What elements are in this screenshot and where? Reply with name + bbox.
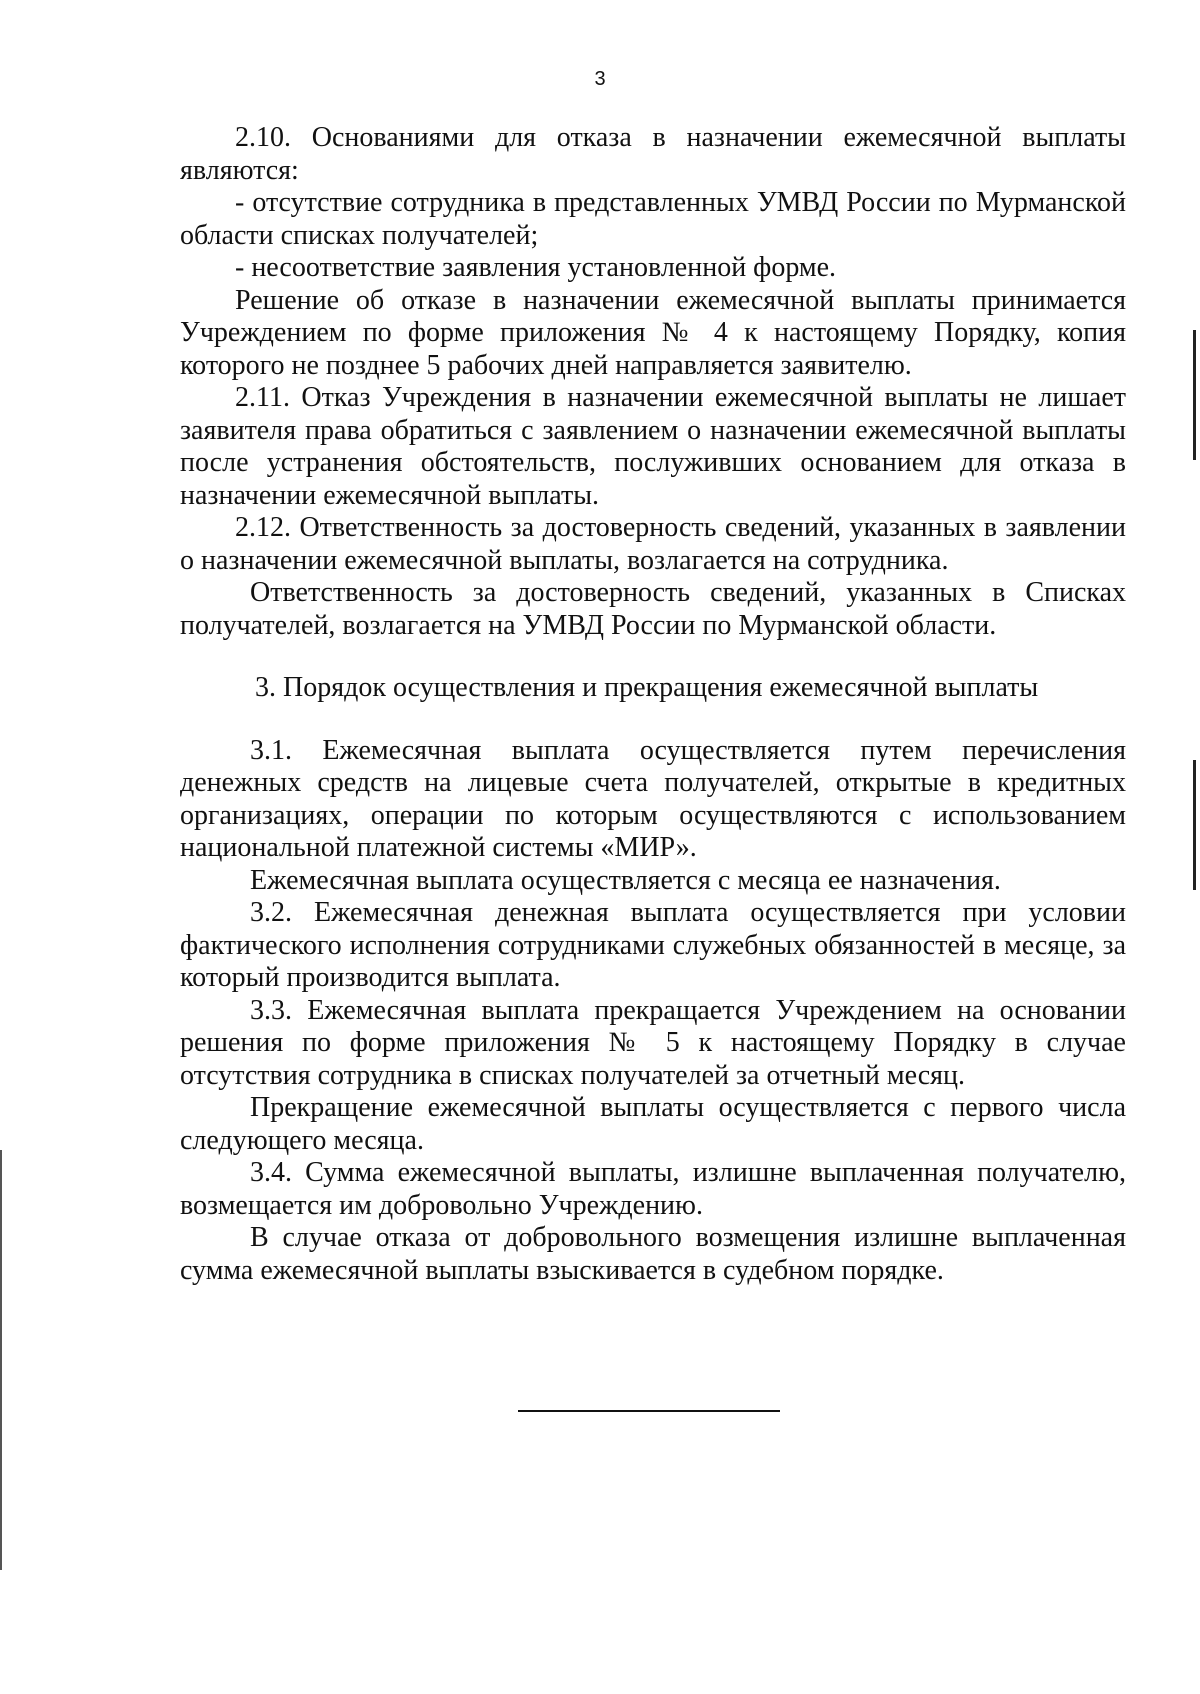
paragraph-2-12: 2.12. Ответственность за достоверность сведений, указанных в заявлении о назначении ежемесячной выплаты, возлагается на сотрудника. [180,512,1126,576]
paragraph-termination-date: Прекращение ежемесячной выплаты осуществляется с первого числа следующего месяца. [180,1092,1126,1156]
paragraph-2-10: 2.10. Основаниями для отказа в назначении ежемесячной выплаты являются: [180,122,1126,186]
paragraph-responsibility-lists: Ответственность за достоверность сведений, указанных в Списках получателей, возлагается на УМВД России по Мурманской области. [180,577,1126,641]
paragraph-payment-start: Ежемесячная выплата осуществляется с месяца ее назначения. [250,864,1001,896]
paragraph-3-2: 3.2. Ежемесячная денежная выплата осуществляется при условии фактического исполнения сотрудниками служебных обязанностей в месяце, за который производится выплата. [180,897,1126,993]
paragraph-reason-1: - отсутствие сотрудника в представленных УМВД России по Мурманской области списках получателей; [180,187,1126,251]
scan-edge-mark [1193,760,1196,890]
scan-edge-mark [1193,330,1196,460]
document-body [180,122,1126,1287]
paragraph-refusal-decision: Решение об отказе в назначении ежемесячной выплаты принимается Учреждением по форме приложения № 4 к настоящему Порядку, копия которого не позднее 5 рабочих дней направляется заявителю. [180,284,1126,381]
paragraph-2-11: 2.11. Отказ Учреждения в назначении ежемесячной выплаты не лишает заявителя права обратиться с заявлением о назначении ежемесячной выплаты после устранения обстоятельств, послуживших основанием для отказа в назначении ежемесячной выплаты. [180,382,1126,511]
paragraph-court-recovery: В случае отказа от добровольного возмещения излишне выплаченная сумма ежемесячной выплаты взыскивается в судебном порядке. [180,1222,1126,1286]
paragraph-3-4: 3.4. Сумма ежемесячной выплаты, излишне выплаченная получателю, возмещается им добровольно Учреждению. [180,1157,1126,1221]
paragraph-3-1: 3.1. Ежемесячная выплата осуществляется путем перечисления денежных средств на лицевые счета получателей, открытые в кредитных организациях, операции по которым осуществляются с использованием национальной платежной системы «МИР». [180,734,1126,863]
paragraph-3-3: 3.3. Ежемесячная выплата прекращается Учреждением на основании решения по форме приложения № 5 к настоящему Порядку в случае отсутствия сотрудника в списках получателей за отчетный месяц. [180,994,1126,1091]
paragraph-reason-2: - несоответствие заявления установленной форме. [235,252,837,283]
end-of-document-rule [518,1410,780,1412]
scan-edge-mark [0,1150,2,1570]
page-number: 3 [594,68,606,90]
section-heading-3: 3. Порядок осуществления и прекращения ежемесячной выплаты [255,672,1039,703]
